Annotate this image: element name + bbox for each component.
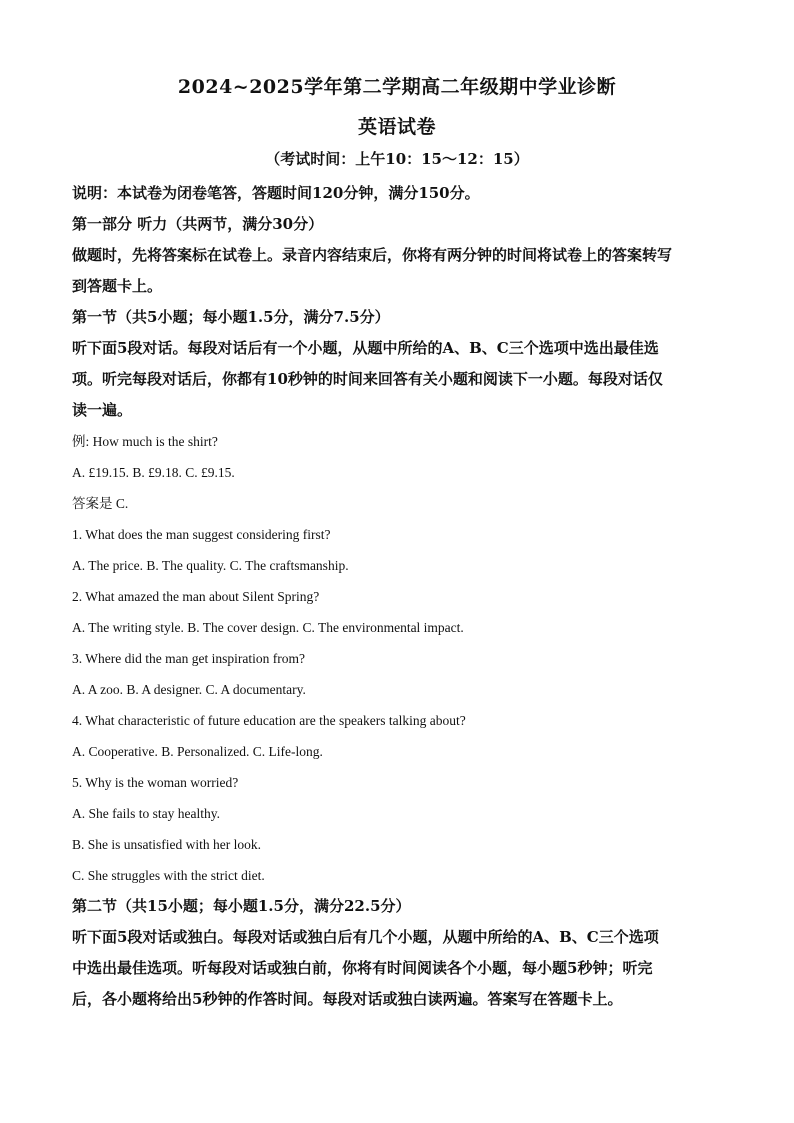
section2-instruction-line: 中选出最佳选项。听每段对话或独白前，你将有时间阅读各个小题，每小题5秒钟；听完 [72, 959, 653, 977]
part1-instruction-line: 到答题卡上。 [72, 277, 163, 295]
question-options: A. The writing style. B. The cover design. C. The environmental impact. [72, 620, 464, 635]
question-text: 4. What characteristic of future education are the speakers talking about? [72, 713, 466, 728]
question-option: C. She struggles with the strict diet. [72, 868, 265, 883]
exam-subject: 英语试卷 [357, 116, 436, 138]
question-options: A. The price. B. The quality. C. The craftsmanship. [72, 558, 349, 573]
notice: 说明：本试卷为闭卷笔答，答题时间120分钟，满分150分。 [72, 184, 480, 202]
part1-instruction-line: 做题时，先将答案标在试卷上。录音内容结束后，你将有两分钟的时间将试卷上的答案转写 [72, 246, 673, 264]
section1-heading: 第一节（共5小题；每小题1.5分，满分7.5分） [72, 308, 390, 326]
example-answer: 答案是 C. [72, 496, 129, 511]
section2-instruction-line: 听下面5段对话或独白。每段对话或独白后有几个小题，从题中所给的A、B、C三个选项 [72, 928, 659, 946]
question-options: A. A zoo. B. A designer. C. A documentary. [72, 682, 306, 697]
question-text: 3. Where did the man get inspiration from? [72, 651, 305, 666]
question-options: A. Cooperative. B. Personalized. C. Life-long. [72, 744, 323, 759]
question-text: 5. Why is the woman worried? [72, 775, 239, 790]
section1-instruction-line: 听下面5段对话。每段对话后有一个小题，从题中所给的A、B、C三个选项中选出最佳选 [72, 339, 659, 357]
part1-heading: 第一部分 听力（共两节，满分30分） [72, 215, 324, 233]
exam-body [72, 178, 722, 1015]
question-option: B. She is unsatisfied with her look. [72, 837, 261, 852]
question-text: 2. What amazed the man about Silent Spring? [72, 589, 320, 604]
section1-instruction-line: 读一遍。 [72, 401, 133, 419]
exam-title: 2024~2025学年第二学期高二年级期中学业诊断 [177, 76, 617, 98]
section2-instruction-line: 后，各小题将给出5秒钟的作答时间。每段对话或独白读两遍。答案写在答题卡上。 [72, 990, 623, 1008]
question-text: 1. What does the man suggest considering first? [72, 527, 331, 542]
exam-time: （考试时间：上午10：15～12：15） [265, 150, 529, 168]
section2-heading: 第二节（共15小题；每小题1.5分，满分22.5分） [72, 897, 411, 915]
section1-instruction-line: 项。听完每段对话后，你都有10秒钟的时间来回答有关小题和阅读下一小题。每段对话仅 [72, 370, 663, 388]
question-option: A. She fails to stay healthy. [72, 806, 220, 821]
example-question: 例: How much is the shirt? [72, 434, 218, 449]
example-options: A. £19.15. B. £9.18. C. £9.15. [72, 465, 235, 480]
